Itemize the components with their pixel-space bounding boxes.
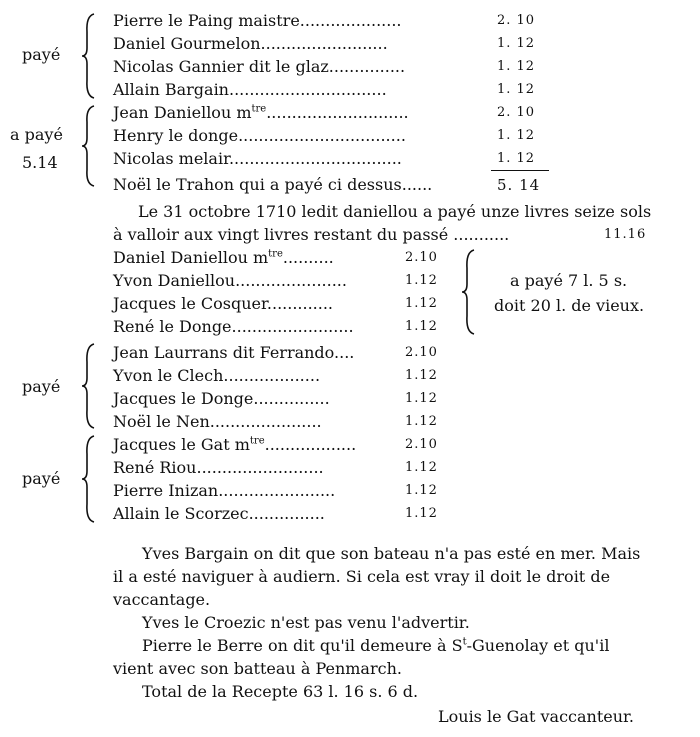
group1-row-amount: 1. 12 xyxy=(497,36,536,51)
group4-row-name: Jean Laurrans dit Ferrando.... xyxy=(113,343,355,362)
group2-row-name: Jean Daniellou $m^{tre}$............................ xyxy=(113,103,409,122)
group2-row-amount: 1. 12 xyxy=(497,151,536,166)
group2-note-amount: 5.14 xyxy=(22,153,58,172)
bargain-note-line1: Yves Bargain on dit que son bateau n'a pas esté en mer. Mais xyxy=(142,544,641,563)
group2-row-amount: 1. 12 xyxy=(497,128,536,143)
payment-note-line1: Le 31 octobre 1710 ledit daniellou a payé unze livres seize sols xyxy=(138,202,652,221)
total-receipts: Total de la Recepte 63 l. 16 s. 6 d. xyxy=(142,682,419,701)
group2-row-name: Nicolas melair.................................. xyxy=(113,149,402,168)
group4-row-amount: 1.12 xyxy=(405,414,438,429)
group1-row-name: Allain Bargain............................... xyxy=(113,80,387,99)
group5-row-name: Allain le Scorzec............... xyxy=(113,504,325,523)
group2-note: a payé xyxy=(10,125,63,144)
berre-note-line2: vient avec son batteau à Penmarch. xyxy=(113,659,402,678)
group4-brace xyxy=(80,342,100,430)
group3-note-owed: doit 20 l. de vieux. xyxy=(494,296,645,315)
group1-note: payé xyxy=(22,45,61,64)
sum-rule xyxy=(491,170,549,171)
group4-row-amount: 1.12 xyxy=(405,391,438,406)
group5-row-name: René Riou......................... xyxy=(113,458,324,477)
group4-row-name: Yvon le Clech................... xyxy=(113,366,321,385)
group4-row-name: Jacques le Donge............... xyxy=(113,389,330,408)
group3-row-amount: 1.12 xyxy=(405,319,438,334)
group3-row-name: Daniel Daniellou $m^{tre}$.......... xyxy=(113,248,334,267)
group3-row-name: René le Donge........................ xyxy=(113,317,354,336)
group4-row-amount: 1.12 xyxy=(405,368,438,383)
group3-brace xyxy=(460,248,480,336)
group5-brace xyxy=(80,434,100,524)
group1-row-name: Pierre le Paing maistre.................... xyxy=(113,11,402,30)
group1-row-name: Nicolas Gannier dit le glaz............... xyxy=(113,57,406,76)
group4-note: payé xyxy=(22,377,61,396)
bargain-note-line2: il a esté naviguer à audiern. Si cela est vray il doit le droit de xyxy=(113,567,611,586)
summary-row-name: Noël le Trahon qui a payé ci dessus...... xyxy=(113,175,433,194)
group5-row-amount: 2.10 xyxy=(405,437,438,452)
summary-row-amount: 5. 14 xyxy=(497,176,541,194)
group5-row-name: Pierre Inizan....................... xyxy=(113,481,336,500)
group3-note-paid: a payé 7 l. 5 s. xyxy=(510,271,628,290)
group1-row-name: Daniel Gourmelon......................... xyxy=(113,34,388,53)
signature-line: Louis le Gat vaccanteur. xyxy=(438,707,635,726)
group5-row-amount: 1.12 xyxy=(405,506,438,521)
group1-row-amount: 2. 10 xyxy=(497,13,536,28)
group3-row-amount: 2.10 xyxy=(405,250,438,265)
bargain-note-line3: vaccantage. xyxy=(113,590,211,609)
group3-row-name: Jacques le Cosquer............. xyxy=(113,294,334,313)
group1-row-amount: 1. 12 xyxy=(497,82,536,97)
group2-brace xyxy=(80,104,100,188)
croezic-note: Yves le Croezic n'est pas venu l'advertir. xyxy=(142,613,470,632)
group5-note: payé xyxy=(22,469,61,488)
group3-row-name: Yvon Daniellou...................... xyxy=(113,271,347,290)
group5-row-amount: 1.12 xyxy=(405,483,438,498)
group4-row-amount: 2.10 xyxy=(405,345,438,360)
group2-row-name: Henry le donge................................. xyxy=(113,126,406,145)
group3-row-amount: 1.12 xyxy=(405,273,438,288)
payment-note-line2: à valloir aux vingt livres restant du passé ........... xyxy=(113,225,510,244)
group5-row-name: Jacques le Gat $m^{tre}$.................. xyxy=(113,435,357,454)
group1-row-amount: 1. 12 xyxy=(497,59,536,74)
payment-note-amount: 11.16 xyxy=(604,227,647,242)
group3-row-amount: 1.12 xyxy=(405,296,438,311)
group4-row-name: Noël le Nen...................... xyxy=(113,412,322,431)
group1-brace xyxy=(80,12,100,100)
group5-row-amount: 1.12 xyxy=(405,460,438,475)
group2-row-amount: 2. 10 xyxy=(497,105,536,120)
berre-note-line1: Pierre le Berre on dit qu'il demeure à $S^t$-Guenolay et qu'il xyxy=(142,636,610,655)
